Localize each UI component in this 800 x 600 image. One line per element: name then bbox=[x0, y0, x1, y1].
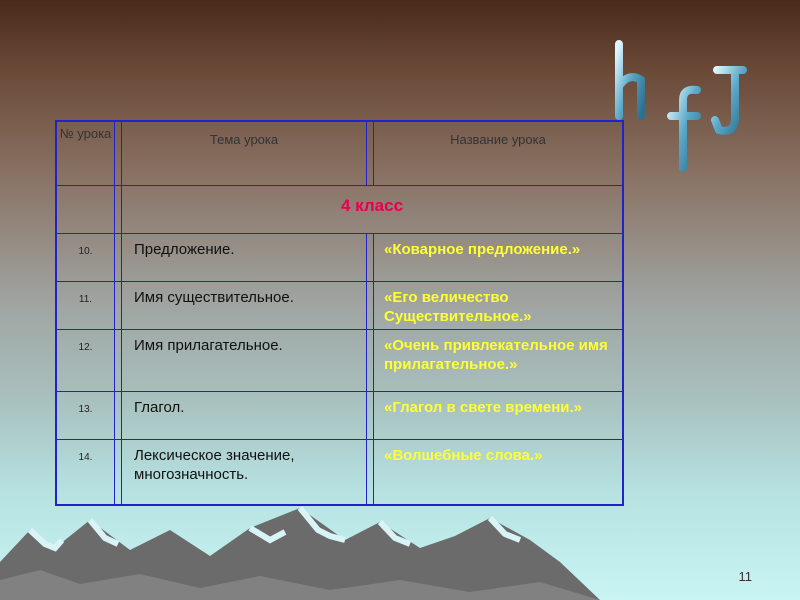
lessons-table bbox=[55, 120, 624, 506]
lesson-topic: Глагол. bbox=[122, 392, 367, 440]
lesson-number: 14. bbox=[57, 440, 115, 505]
lesson-name: «Его величество Существительное.» bbox=[374, 282, 623, 330]
table-row bbox=[57, 440, 623, 505]
table-row bbox=[57, 392, 623, 440]
class-row bbox=[57, 186, 623, 234]
page-number: 11 bbox=[738, 569, 752, 584]
table-header-row bbox=[57, 122, 623, 186]
lesson-number: 10. bbox=[57, 234, 115, 282]
table-row bbox=[57, 330, 623, 392]
header-topic: Тема урока bbox=[122, 122, 367, 186]
header-name: Название урока bbox=[374, 122, 623, 186]
header-number: № урока bbox=[57, 122, 115, 186]
lesson-name: «Глагол в свете времени.» bbox=[374, 392, 623, 440]
lesson-number: 12. bbox=[57, 330, 115, 392]
table-row bbox=[57, 234, 623, 282]
lesson-name: «Очень привлекательное имя прилагательное.» bbox=[374, 330, 623, 392]
class-label: 4 класс bbox=[122, 186, 623, 234]
lesson-name: «Коварное предложение.» bbox=[374, 234, 623, 282]
lesson-number: 11. bbox=[57, 282, 115, 330]
lesson-topic: Лексическое значение, многозначность. bbox=[122, 440, 367, 505]
hfj-logo bbox=[605, 38, 755, 178]
lesson-topic: Предложение. bbox=[122, 234, 367, 282]
mountain-range-decoration bbox=[0, 500, 800, 600]
lesson-topic: Имя прилагательное. bbox=[122, 330, 367, 392]
table-row bbox=[57, 282, 623, 330]
lesson-name: «Волшебные слова.» bbox=[374, 440, 623, 505]
lesson-number: 13. bbox=[57, 392, 115, 440]
lesson-topic: Имя существительное. bbox=[122, 282, 367, 330]
